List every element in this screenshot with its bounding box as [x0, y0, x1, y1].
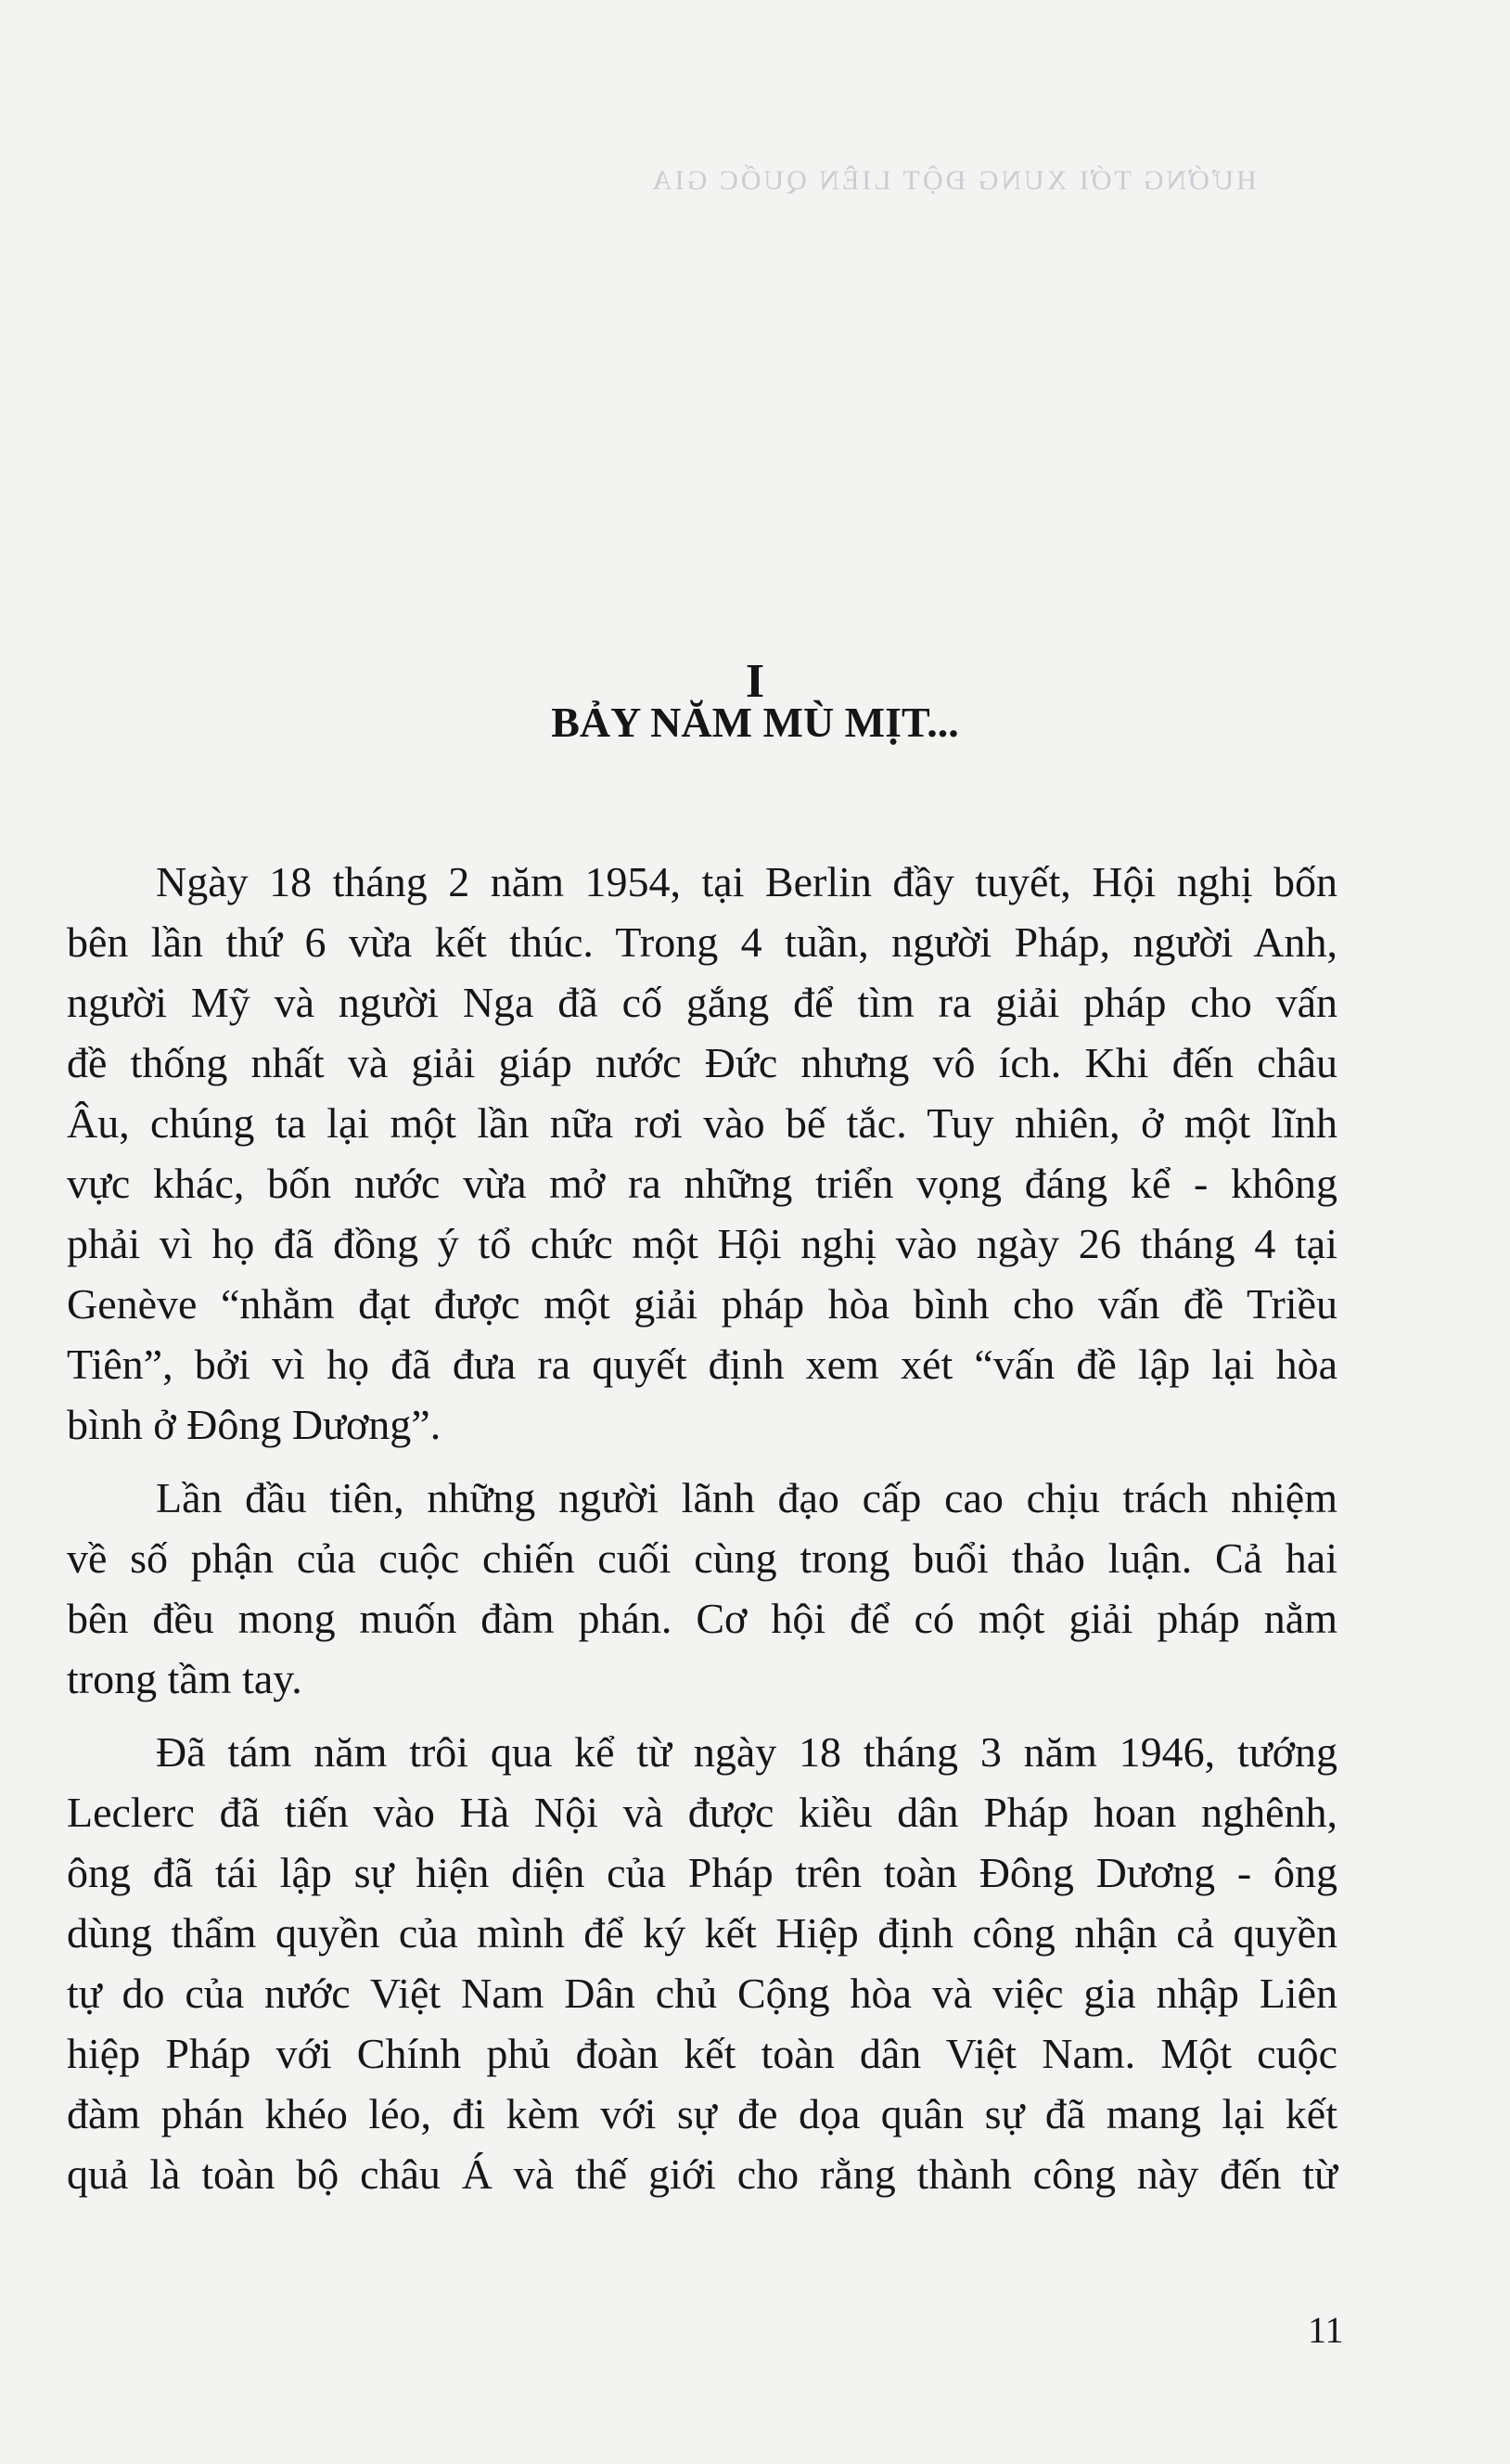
text-line: Lần đầu tiên, những người lãnh đạo cấp cao chịu trách nhiệm	[156, 1474, 1337, 1521]
text-line: phải vì họ đã đồng ý tổ chức một Hội nghị vào ngày 26 tháng 4 tại	[67, 1220, 1337, 1267]
text-line: vực khác, bốn nước vừa mở ra những triển vọng đáng kể - không	[67, 1160, 1337, 1207]
page-number: 11	[1308, 2309, 1344, 2351]
text-line: quả là toàn bộ châu Á và thế giới cho rằng thành công này đến từ	[67, 2150, 1337, 2198]
body-text	[67, 852, 1337, 2217]
text-line: Ngày 18 tháng 2 năm 1954, tại Berlin đầy tuyết, Hội nghị bốn	[156, 858, 1337, 905]
text-line: bên lần thứ 6 vừa kết thúc. Trong 4 tuần, người Pháp, người Anh,	[67, 918, 1337, 966]
paragraph	[67, 1722, 1337, 2204]
text-line: bình ở Đông Dương”.	[67, 1401, 441, 1448]
text-line: Tiên”, bởi vì họ đã đưa ra quyết định xem xét “vấn đề lập lại hòa	[67, 1341, 1337, 1388]
text-line: Đã tám năm trôi qua kể từ ngày 18 tháng 3 năm 1946, tướng	[156, 1728, 1337, 1776]
paragraph	[67, 852, 1337, 1455]
text-line: ông đã tái lập sự hiện diện của Pháp trên toàn Đông Dương - ông	[67, 1849, 1337, 1896]
text-line: tự do của nước Việt Nam Dân chủ Cộng hòa và việc gia nhập Liên	[67, 1970, 1337, 2017]
text-line: đề thống nhất và giải giáp nước Đức nhưng vô ích. Khi đến châu	[67, 1039, 1337, 1086]
text-line: hiệp Pháp với Chính phủ đoàn kết toàn dân Việt Nam. Một cuộc	[67, 2030, 1337, 2077]
chapter-title: BẢY NĂM MÙ MỊT...	[551, 699, 959, 746]
text-line: dùng thẩm quyền của mình để ký kết Hiệp định công nhận cả quyền	[67, 1909, 1337, 1957]
text-line: bên đều mong muốn đàm phán. Cơ hội để có một giải pháp nằm	[67, 1595, 1337, 1642]
text-line: Leclerc đã tiến vào Hà Nội và được kiều dân Pháp hoan nghênh,	[67, 1789, 1337, 1836]
text-line: Âu, chúng ta lại một lần nữa rơi vào bế tắc. Tuy nhiên, ở một lĩnh	[67, 1099, 1337, 1147]
text-line: Genève “nhằm đạt được một giải pháp hòa bình cho vấn đề Triều	[67, 1280, 1337, 1328]
text-line: người Mỹ và người Nga đã cố gắng để tìm ra giải pháp cho vấn	[67, 979, 1337, 1026]
text-line: đàm phán khéo léo, đi kèm với sự đe dọa quân sự đã mang lại kết	[67, 2090, 1337, 2137]
text-line: về số phận của cuộc chiến cuối cùng trong buổi thảo luận. Cả hai	[67, 1534, 1337, 1582]
running-header-bleedthrough: HƯỚNG TỚI XUNG ĐỘT LIÊN QUỐC GIA	[649, 165, 1257, 196]
paragraph	[67, 1468, 1337, 1709]
chapter-number: I	[745, 655, 765, 708]
text-line: trong tầm tay.	[67, 1655, 302, 1702]
